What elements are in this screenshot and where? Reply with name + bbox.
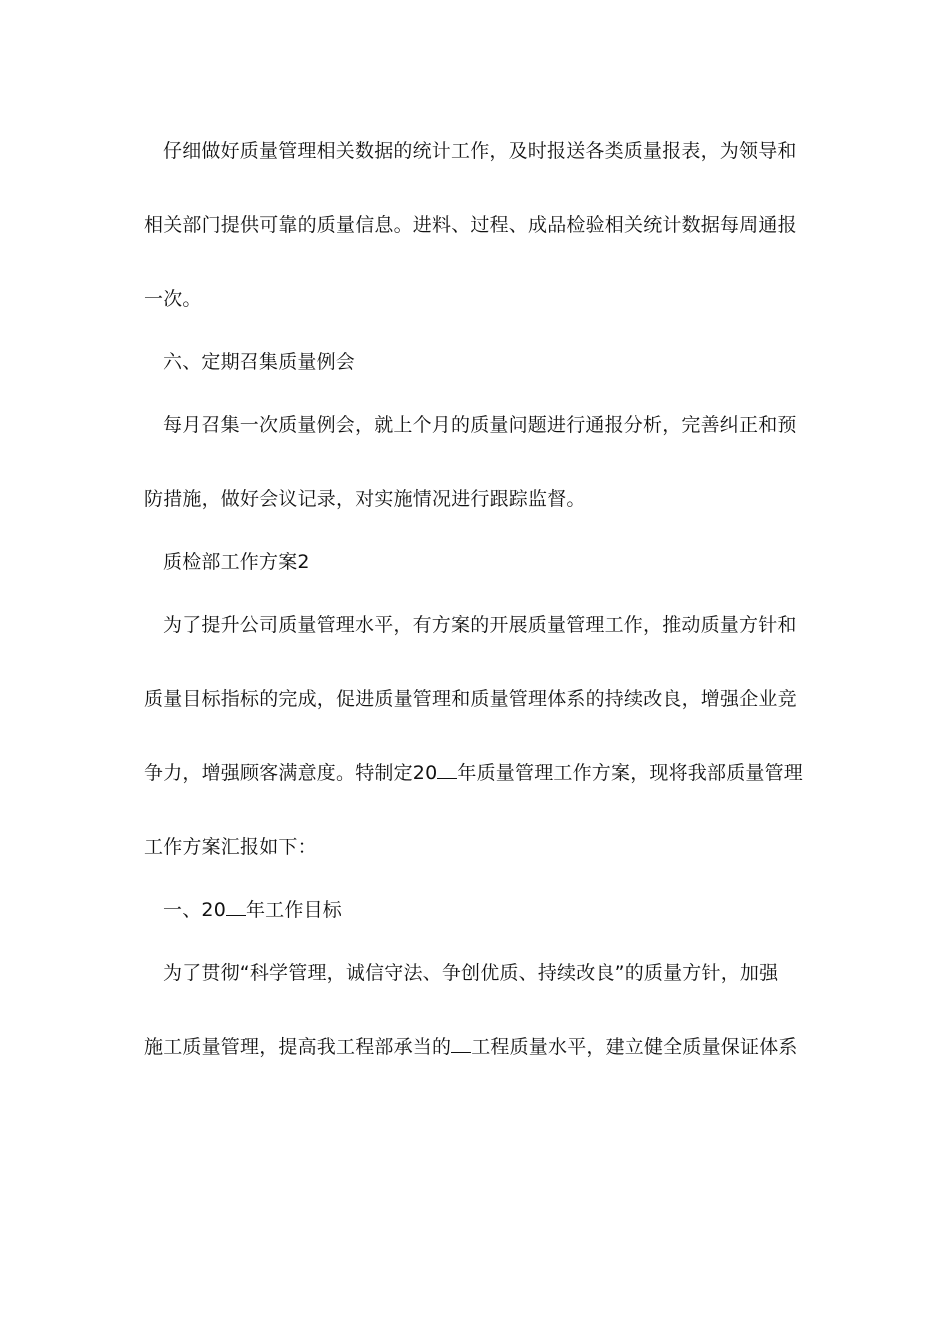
paragraph-line bbox=[144, 1035, 814, 1059]
text-fragment: 年质量管理工作方案，现将我部质量管理 bbox=[457, 762, 803, 784]
paragraph-line: 一次。 bbox=[144, 288, 202, 310]
blank-underline bbox=[226, 898, 246, 916]
paragraph-line: 为了贯彻“科学管理，诚信守法、争创优质、持续改良”的质量方针，加强 bbox=[163, 962, 779, 984]
paragraph-line: 质量目标指标的完成，促进质量管理和质量管理体系的持续改良，增强企业竞 bbox=[144, 688, 797, 710]
text-fragment: 年工作目标 bbox=[245, 899, 342, 921]
blank-underline bbox=[437, 761, 457, 779]
section-heading bbox=[163, 898, 833, 922]
section-heading: 六、定期召集质量例会 bbox=[163, 351, 356, 373]
paragraph-line: 工作方案汇报如下： bbox=[144, 836, 317, 858]
paragraph-line: 防措施，做好会议记录，对实施情况进行跟踪监督。 bbox=[144, 488, 586, 510]
paragraph-line: 每月召集一次质量例会，就上个月的质量问题进行通报分析，完善纠正和预 bbox=[163, 414, 797, 436]
section-heading: 质检部工作方案2 bbox=[163, 551, 310, 573]
text-fragment: 一、20 bbox=[163, 899, 226, 921]
blank-underline bbox=[451, 1035, 471, 1053]
paragraph-line bbox=[144, 761, 814, 785]
text-fragment: 施工质量管理，提高我工程部承当的 bbox=[144, 1036, 452, 1058]
paragraph-line: 为了提升公司质量管理水平，有方案的开展质量管理工作，推动质量方针和 bbox=[163, 614, 797, 636]
text-fragment: 工程质量水平，建立健全质量保证体系 bbox=[471, 1036, 798, 1058]
paragraph-line: 相关部门提供可靠的质量信息。进料、过程、成品检验相关统计数据每周通报 bbox=[144, 214, 797, 236]
paragraph-line: 仔细做好质量管理相关数据的统计工作，及时报送各类质量报表，为领导和 bbox=[163, 140, 797, 162]
text-fragment: 争力，增强顾客满意度。特制定20 bbox=[144, 762, 438, 784]
